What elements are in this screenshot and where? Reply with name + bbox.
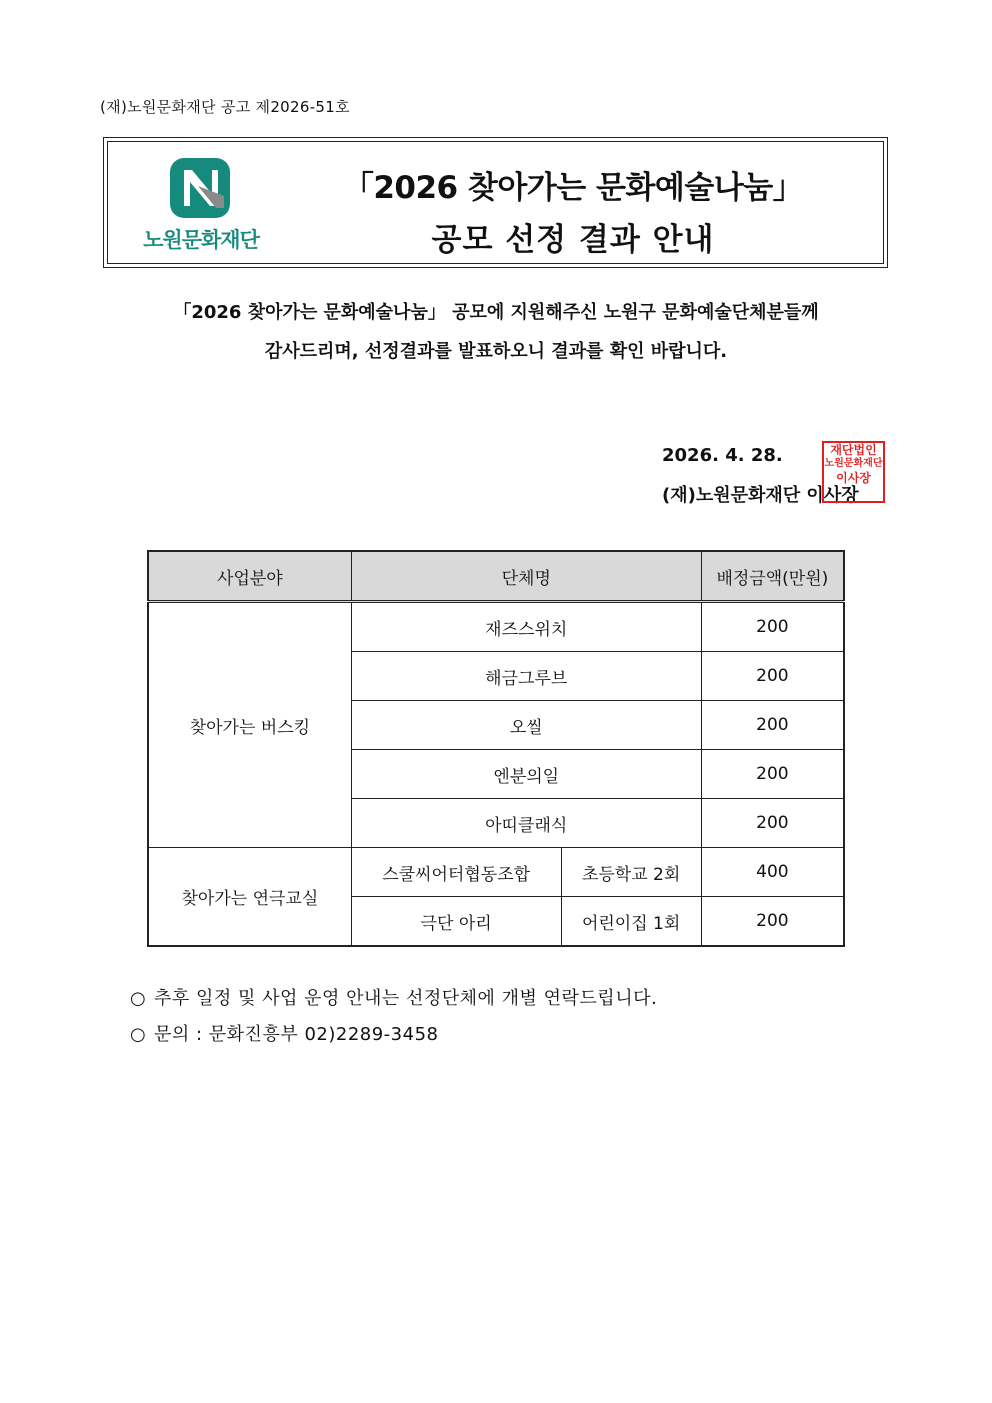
seal-line: 재단법인 xyxy=(830,443,877,457)
notice-number: (재)노원문화재단 공고 제2026-51호 xyxy=(100,98,350,116)
table-row xyxy=(148,848,844,897)
note-schedule xyxy=(130,984,657,1010)
bullet-circle-icon: ○ xyxy=(130,988,147,1009)
bullet-circle-icon: ○ xyxy=(130,1024,147,1045)
foundation-logo xyxy=(136,156,266,256)
group-name-cell: 해금그루브 xyxy=(351,652,701,701)
page-title-line1: 「2026 찾아가는 문화예술나눔」 xyxy=(342,170,804,206)
field-cell-busking: 찾아가는 버스킹 xyxy=(148,602,351,848)
target-cell: 초등학교 2회 xyxy=(561,848,701,897)
intro-line1: 「2026 찾아가는 문화예술나눔」 공모에 지원해주신 노원구 문화예술단체분들께 xyxy=(173,302,819,323)
group-name-cell: 재즈스위치 xyxy=(351,602,701,652)
table-header-row xyxy=(148,551,844,602)
amount-cell: 200 xyxy=(701,652,844,701)
official-seal xyxy=(822,441,885,503)
logo-n-icon xyxy=(136,156,266,226)
target-cell: 어린이집 1회 xyxy=(561,897,701,947)
logo-text: 노원문화재단 xyxy=(143,228,259,252)
header-group-name: 단체명 xyxy=(351,551,701,602)
issuer-name: (재)노원문화재단 이사장 xyxy=(662,485,859,506)
notice-date: 2026. 4. 28. xyxy=(662,445,783,466)
table-row xyxy=(148,602,844,652)
page-title-line2: 공모 선정 결과 안내 xyxy=(431,222,715,258)
seal-line: 이사장 xyxy=(836,471,871,485)
selection-results-table xyxy=(147,550,845,947)
amount-cell: 200 xyxy=(701,602,844,652)
title-box-inner-border xyxy=(107,141,884,264)
field-cell-theater: 찾아가는 연극교실 xyxy=(148,848,351,947)
seal-line: 노원문화재단 xyxy=(824,458,883,469)
note-text: 문의 : 문화진흥부 02)2289-3458 xyxy=(154,1024,439,1045)
group-name-cell: 오씰 xyxy=(351,701,701,750)
group-name-cell: 엔분의일 xyxy=(351,750,701,799)
header-amount: 배정금액(만원) xyxy=(701,551,844,602)
group-name-cell: 극단 아리 xyxy=(351,897,561,947)
amount-cell: 200 xyxy=(701,750,844,799)
header-field: 사업분야 xyxy=(148,551,351,602)
amount-cell: 200 xyxy=(701,701,844,750)
amount-cell: 200 xyxy=(701,897,844,947)
note-text: 추후 일정 및 사업 운영 안내는 선정단체에 개별 연락드립니다. xyxy=(154,988,658,1009)
amount-cell: 400 xyxy=(701,848,844,897)
amount-cell: 200 xyxy=(701,799,844,848)
group-name-cell: 스쿨씨어터협동조합 xyxy=(351,848,561,897)
note-contact xyxy=(130,1020,438,1046)
title-box xyxy=(103,137,888,268)
intro-line2: 감사드리며, 선정결과를 발표하오니 결과를 확인 바랍니다. xyxy=(264,341,728,362)
group-name-cell: 아띠클래식 xyxy=(351,799,701,848)
